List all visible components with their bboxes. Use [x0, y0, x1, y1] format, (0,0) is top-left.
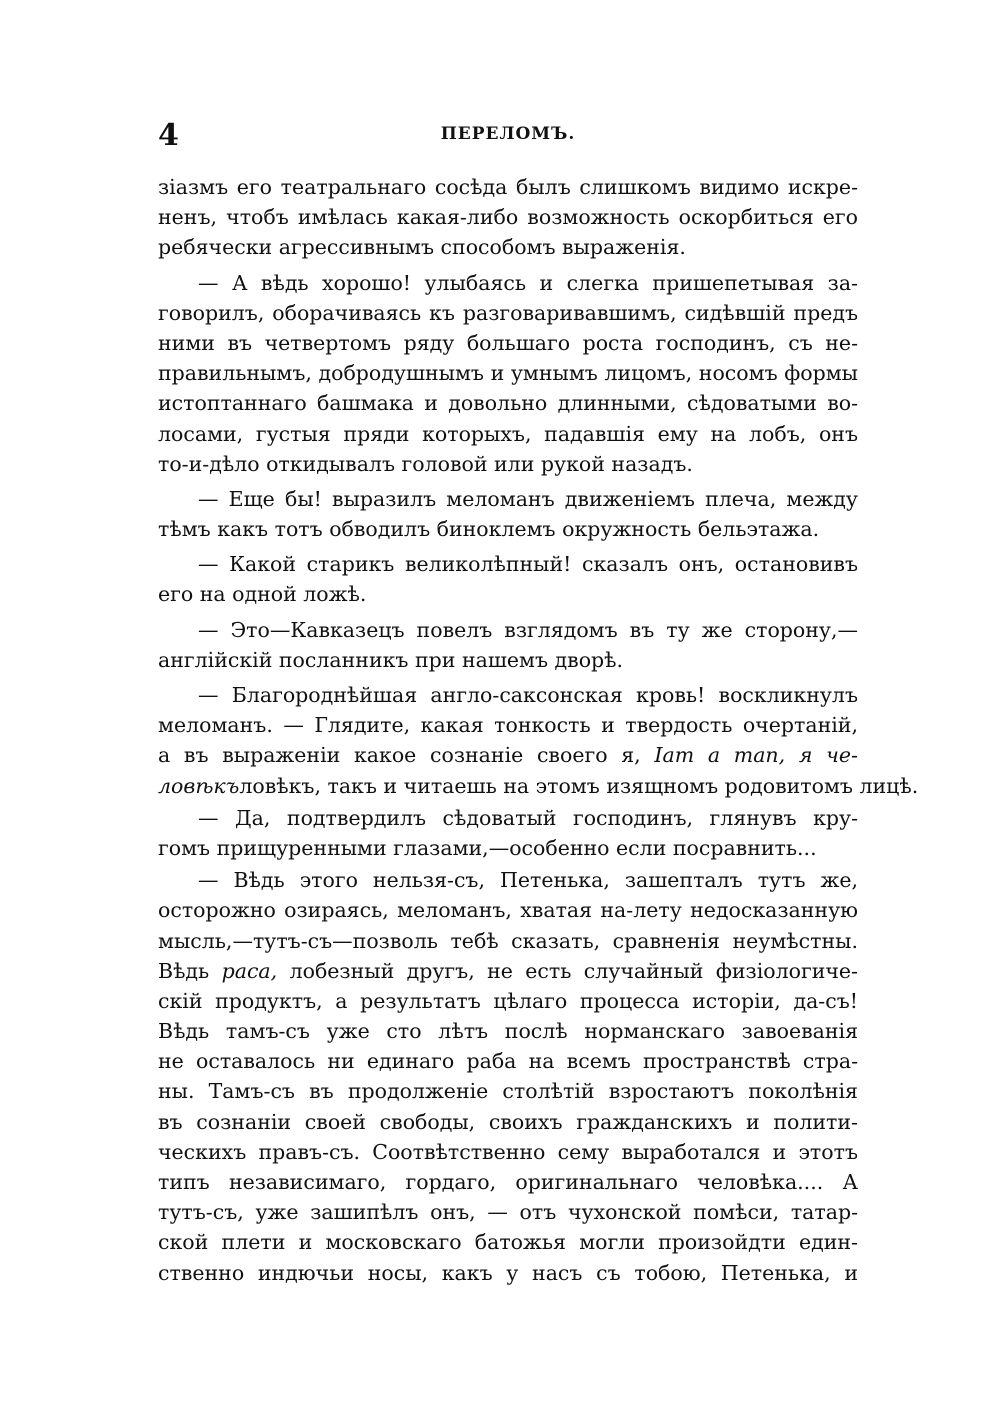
text-line: зіазмъ его театральнаго сосѣда былъ слишкомъ видимо искре-: [158, 175, 858, 199]
text-line: — Еще бы! выразилъ меломанъ движеніемъ плеча, между: [198, 486, 858, 511]
italic-word: ловѣкъ: [158, 773, 240, 798]
text-segment: Вѣдь: [158, 958, 210, 983]
text-line: — Благороднѣйшая англо-саксонская кровь! воскликнулъ: [198, 683, 858, 707]
italic-phrase: Іат а тап,: [654, 743, 786, 768]
paragraph: [158, 615, 858, 675]
text-line: — Какой старикъ великолѣпный! сказалъ онъ, остановивъ: [198, 552, 858, 577]
text-line: тѣмъ какъ тотъ обводилъ биноклемъ окружность бельэтажа.: [158, 517, 820, 542]
paragraph: [158, 865, 858, 1288]
paragraph: [158, 803, 858, 863]
text-line: ребячески агрессивнымъ способомъ выраженія.: [158, 235, 686, 260]
text-line: ненъ, чтобъ имѣлась какая-либо возможность оскорбиться его: [158, 205, 858, 230]
text-line: правильнымъ, добродушнымъ и умнымъ лицомъ, носомъ формы: [158, 361, 858, 386]
text-line: [158, 740, 858, 770]
text-line: — Вѣдь этого нельзя-съ, Петенька, зашепталъ тутъ же,: [198, 868, 858, 893]
text-line: ны. Тамъ-съ въ продолженіе столѣтій взростаютъ поколѣнія: [158, 1079, 858, 1104]
text-line: его на одной ложѣ.: [158, 582, 367, 607]
text-line: Вѣдь тамъ-съ уже сто лѣтъ послѣ норманскаго завоеванія: [158, 1019, 858, 1044]
text-segment: ловѣкъ, такъ и читаешь на этомъ изящномъ родовитомъ лицѣ.: [239, 773, 919, 798]
text-line: гомъ прищуренными глазами,—особенно если посравнить...: [158, 835, 817, 860]
text-segment: а въ выраженіи какое сознаніе своего я,: [158, 743, 641, 768]
text-line: лосами, густыя пряди которыхъ, падавшія ему на лобъ, онъ: [158, 421, 858, 446]
text-line: меломанъ. — Глядите, какая тонкость и твердость очертаній,: [158, 713, 858, 738]
paragraph: [158, 172, 858, 263]
text-line: англійскій посланникъ при нашемъ дворѣ.: [158, 647, 624, 672]
paragraph: [158, 680, 919, 801]
text-line: [158, 956, 858, 986]
text-line: [158, 771, 919, 801]
text-line: — Да, подтвердилъ сѣдоватый господинъ, глянувъ кру-: [198, 805, 858, 830]
text-line: ческихъ правъ-съ. Соотвѣтственно сему выработался и этотъ: [158, 1139, 858, 1164]
text-segment: лобезный другъ, не есть случайный физіологиче-: [289, 958, 858, 983]
text-line: ственно индючьи носы, какъ у насъ съ тобою, Петенька, и: [158, 1260, 858, 1285]
text-line: ской плети и московскаго батожья могли произойдти един-: [158, 1230, 858, 1255]
text-line: скій продуктъ, а результатъ цѣлаго процесса исторіи, да-съ!: [158, 988, 858, 1013]
text-line: осторожно озираясь, меломанъ, хватая на-лету недосказанную: [158, 898, 858, 923]
text-line: — А вѣдь хорошо! улыбаясь и слегка пришепетывая за-: [198, 270, 858, 295]
paragraph: [158, 484, 858, 544]
italic-word: раса,: [221, 958, 278, 983]
page-number: 4: [158, 118, 179, 153]
paragraph: [158, 268, 858, 479]
text-line: — Это—Кавказецъ повелъ взглядомъ въ ту же сторону,—: [198, 617, 858, 642]
page-header: [158, 118, 858, 153]
text-line: говорилъ, оборачиваясь къ разговаривавшимъ, сидѣвшій предъ: [158, 300, 858, 325]
text-line: типъ независимаго, гордаго, оригинальнаго человѣка.... А: [158, 1170, 858, 1194]
text-line: въ сознаніи своей свободы, своихъ гражданскихъ и полити-: [158, 1109, 858, 1134]
italic-word: я че-: [798, 743, 858, 768]
text-line: тутъ-съ, уже зашипѣлъ онъ, — отъ чухонской помѣси, татар-: [158, 1200, 858, 1225]
text-line: то-и-дѣло откидывалъ головой или рукой назадъ.: [158, 451, 693, 476]
paragraph: [158, 549, 858, 609]
text-line: ними въ четвертомъ ряду большаго роста господинъ, съ не-: [158, 330, 858, 355]
text-line: мысль,—тутъ-съ—позволь тебѣ сказать, сравненія неумѣстны.: [158, 928, 858, 953]
body-text: [158, 172, 919, 1288]
text-line: истоптаннаго башмака и довольно длинными, сѣдоватыми во-: [158, 391, 858, 416]
running-title: ПЕРЕЛОМЪ.: [440, 124, 576, 144]
text-line: не оставалось ни единаго раба на всемъ пространствѣ стра-: [158, 1049, 858, 1074]
